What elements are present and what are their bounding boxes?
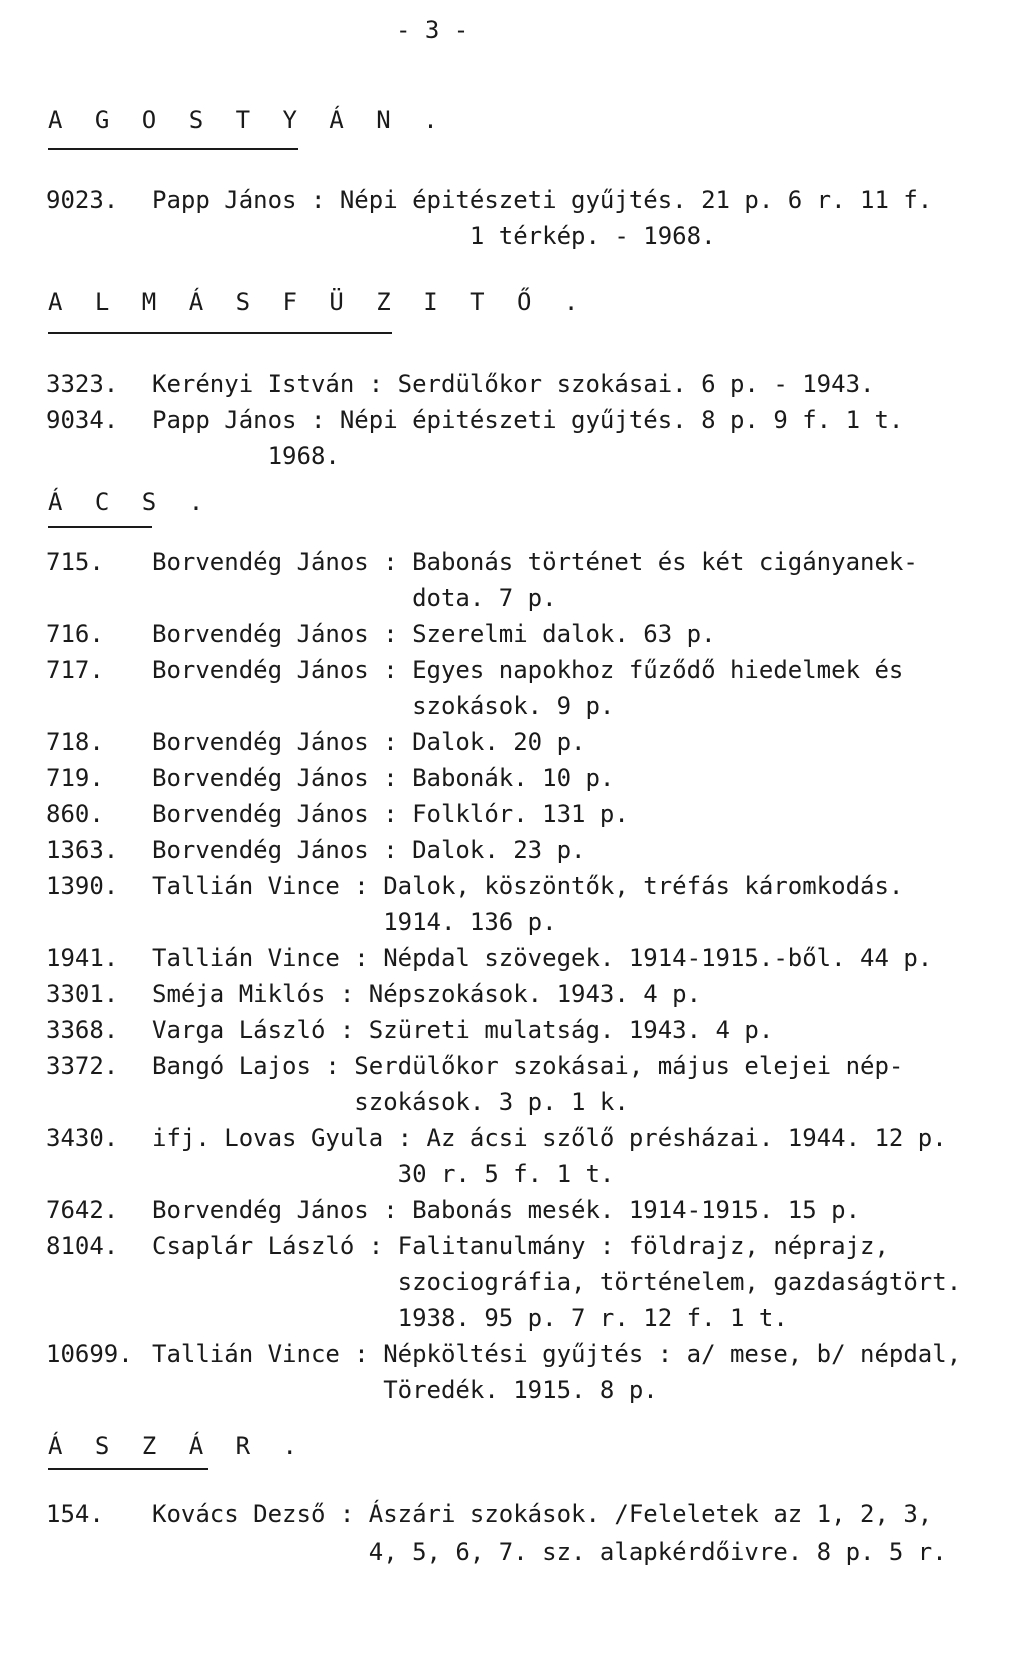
- entry-text-continuation: 1 térkép. - 1968.: [152, 222, 716, 250]
- entry-number: 10699.: [46, 1340, 133, 1368]
- entry-text: Kovács Dezső : Ászári szokások. /Feleletek az 1, 2, 3,: [152, 1500, 933, 1528]
- entry-number: 154.: [46, 1500, 104, 1528]
- section-title-almasfuzito: A L M Á S F Ü Z I T Ő .: [48, 288, 588, 316]
- entry-number: 3323.: [46, 370, 119, 398]
- entry-number: 7642.: [46, 1196, 119, 1224]
- page-number: - 3 -: [396, 16, 469, 44]
- entry-number: 1390.: [46, 872, 119, 900]
- entry-text: ifj. Lovas Gyula : Az ácsi szőlő présházai. 1944. 12 p.: [152, 1124, 947, 1152]
- entry-text-continuation: dota. 7 p.: [152, 584, 557, 612]
- entry-text: Papp János : Népi épitészeti gyűjtés. 8 p. 9 f. 1 t.: [152, 406, 904, 434]
- entry-text-continuation: 1914. 136 p.: [152, 908, 557, 936]
- entry-text-continuation: szokások. 9 p.: [152, 692, 615, 720]
- entry-number: 3372.: [46, 1052, 119, 1080]
- entry-text: Csaplár László : Falitanulmány : földrajz, néprajz,: [152, 1232, 889, 1260]
- entry-number: 716.: [46, 620, 104, 648]
- entry-text: Tallián Vince : Népdal szövegek. 1914-1915.-ből. 44 p.: [152, 944, 933, 972]
- entry-number: 1941.: [46, 944, 119, 972]
- section-title-acs: Á C S .: [48, 488, 213, 516]
- entry-number: 1363.: [46, 836, 119, 864]
- entry-text: Tallián Vince : Népköltési gyűjtés : a/ mese, b/ népdal,: [152, 1340, 962, 1368]
- entry-text-continuation: 1938. 95 p. 7 r. 12 f. 1 t.: [152, 1304, 788, 1332]
- entry-text: Borvendég János : Babonás mesék. 1914-1915. 15 p.: [152, 1196, 861, 1224]
- entry-text: Varga László : Szüreti mulatság. 1943. 4 p.: [152, 1016, 774, 1044]
- entry-text-continuation: szociográfia, történelem, gazdaságtört.: [152, 1268, 962, 1296]
- entry-number: 718.: [46, 728, 104, 756]
- section-underline: [48, 148, 298, 150]
- entry-text-continuation: szokások. 3 p. 1 k.: [152, 1088, 629, 1116]
- section-underline: [48, 526, 152, 528]
- entry-text: Sméja Miklós : Népszokások. 1943. 4 p.: [152, 980, 702, 1008]
- entry-text: Bangó Lajos : Serdülőkor szokásai, május elejei nép-: [152, 1052, 904, 1080]
- entry-number: 860.: [46, 800, 104, 828]
- entry-text-continuation: 1968.: [152, 442, 340, 470]
- entry-text: Borvendég János : Dalok. 23 p.: [152, 836, 586, 864]
- entry-text: Papp János : Népi épitészeti gyűjtés. 21 p. 6 r. 11 f.: [152, 186, 933, 214]
- entry-number: 3301.: [46, 980, 119, 1008]
- entry-number: 717.: [46, 656, 104, 684]
- section-underline: [48, 332, 392, 334]
- entry-text: Borvendég János : Babonás történet és két cigányanek-: [152, 548, 918, 576]
- entry-number: 3368.: [46, 1016, 119, 1044]
- entry-number: 715.: [46, 548, 104, 576]
- entry-number: 719.: [46, 764, 104, 792]
- entry-text: Borvendég János : Szerelmi dalok. 63 p.: [152, 620, 716, 648]
- entry-text-continuation: 4, 5, 6, 7. sz. alapkérdőivre. 8 p. 5 r.: [152, 1538, 947, 1566]
- entry-text: Borvendég János : Egyes napokhoz fűződő hiedelmek és: [152, 656, 904, 684]
- section-underline: [48, 1468, 208, 1470]
- entry-text-continuation: 30 r. 5 f. 1 t.: [152, 1160, 615, 1188]
- entry-text: Borvendég János : Folklór. 131 p.: [152, 800, 629, 828]
- entry-number: 8104.: [46, 1232, 119, 1260]
- entry-number: 3430.: [46, 1124, 119, 1152]
- section-title-aszar: Á S Z Á R .: [48, 1432, 306, 1460]
- entry-text: Borvendég János : Dalok. 20 p.: [152, 728, 586, 756]
- entry-number: 9034.: [46, 406, 119, 434]
- entry-number: 9023.: [46, 186, 119, 214]
- entry-text: Tallián Vince : Dalok, köszöntők, tréfás káromkodás.: [152, 872, 904, 900]
- entry-text-continuation: Töredék. 1915. 8 p.: [152, 1376, 658, 1404]
- entry-text: Kerényi István : Serdülőkor szokásai. 6 p. - 1943.: [152, 370, 875, 398]
- entry-text: Borvendég János : Babonák. 10 p.: [152, 764, 615, 792]
- section-title-agostyan: A G O S T Y Á N .: [48, 106, 447, 134]
